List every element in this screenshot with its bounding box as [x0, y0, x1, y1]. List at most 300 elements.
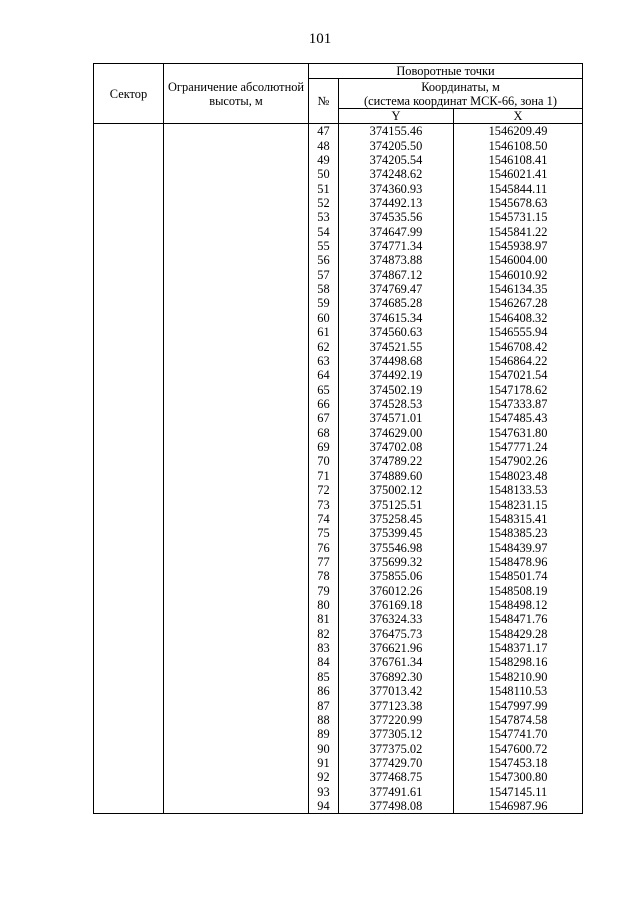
coordinate-x-cell: 1548315.41: [454, 512, 583, 526]
altitude-limit-cell: [164, 612, 309, 626]
sector-cell: [94, 382, 164, 396]
sector-cell: [94, 354, 164, 368]
altitude-limit-cell: [164, 512, 309, 526]
coordinate-y-cell: 374889.60: [339, 469, 454, 483]
sector-cell: [94, 124, 164, 139]
altitude-limit-cell: [164, 196, 309, 210]
sector-cell: [94, 181, 164, 195]
sector-cell: [94, 454, 164, 468]
point-number-cell: 53: [309, 210, 339, 224]
sector-cell: [94, 612, 164, 626]
sector-cell: [94, 598, 164, 612]
coordinate-y-cell: 374535.56: [339, 210, 454, 224]
altitude-limit-cell: [164, 569, 309, 583]
coordinate-x-cell: 1548210.90: [454, 670, 583, 684]
sector-cell: [94, 799, 164, 814]
sector-cell: [94, 397, 164, 411]
altitude-limit-cell: [164, 540, 309, 554]
sector-cell: [94, 727, 164, 741]
coordinate-x-cell: 1546010.92: [454, 268, 583, 282]
coordinate-x-cell: 1548298.16: [454, 655, 583, 669]
header-altitude-limit: Ограничение абсолютной высоты, м: [164, 64, 309, 124]
table-row: [94, 354, 583, 368]
coordinate-x-cell: 1548508.19: [454, 584, 583, 598]
coordinate-y-cell: 376169.18: [339, 598, 454, 612]
sector-cell: [94, 167, 164, 181]
altitude-limit-cell: [164, 641, 309, 655]
point-number-cell: 75: [309, 526, 339, 540]
point-number-cell: 48: [309, 138, 339, 152]
table-row: [94, 526, 583, 540]
sector-cell: [94, 512, 164, 526]
coordinate-x-cell: 1546108.41: [454, 153, 583, 167]
point-number-cell: 65: [309, 382, 339, 396]
table-row: [94, 253, 583, 267]
coordinate-x-cell: 1547021.54: [454, 368, 583, 382]
sector-cell: [94, 426, 164, 440]
table-row: [94, 282, 583, 296]
sector-cell: [94, 225, 164, 239]
table-row: [94, 785, 583, 799]
point-number-cell: 71: [309, 469, 339, 483]
coordinate-x-cell: 1545841.22: [454, 225, 583, 239]
point-number-cell: 62: [309, 339, 339, 353]
sector-cell: [94, 325, 164, 339]
table-row: [94, 325, 583, 339]
table-row: [94, 167, 583, 181]
coordinate-x-cell: 1548110.53: [454, 684, 583, 698]
point-number-cell: 55: [309, 239, 339, 253]
point-number-cell: 93: [309, 785, 339, 799]
table-row: [94, 268, 583, 282]
coordinate-y-cell: 374615.34: [339, 311, 454, 325]
altitude-limit-cell: [164, 713, 309, 727]
altitude-limit-cell: [164, 741, 309, 755]
coordinate-y-cell: 375699.32: [339, 555, 454, 569]
coordinate-y-cell: 374769.47: [339, 282, 454, 296]
coordinate-x-cell: 1547741.70: [454, 727, 583, 741]
point-number-cell: 52: [309, 196, 339, 210]
coordinate-y-cell: 376324.33: [339, 612, 454, 626]
point-number-cell: 68: [309, 426, 339, 440]
sector-cell: [94, 684, 164, 698]
point-number-cell: 79: [309, 584, 339, 598]
point-number-cell: 67: [309, 411, 339, 425]
altitude-limit-cell: [164, 138, 309, 152]
altitude-limit-cell: [164, 598, 309, 612]
point-number-cell: 89: [309, 727, 339, 741]
sector-cell: [94, 339, 164, 353]
sector-cell: [94, 698, 164, 712]
header-x: X: [454, 109, 583, 124]
sector-cell: [94, 627, 164, 641]
table-row: [94, 153, 583, 167]
point-number-cell: 47: [309, 124, 339, 139]
coordinate-x-cell: 1547485.43: [454, 411, 583, 425]
coordinate-y-cell: 374771.34: [339, 239, 454, 253]
coordinate-x-cell: 1546004.00: [454, 253, 583, 267]
sector-cell: [94, 440, 164, 454]
altitude-limit-cell: [164, 555, 309, 569]
coordinate-y-cell: 376761.34: [339, 655, 454, 669]
sector-cell: [94, 569, 164, 583]
coordinate-y-cell: 377498.08: [339, 799, 454, 814]
altitude-limit-cell: [164, 627, 309, 641]
point-number-cell: 84: [309, 655, 339, 669]
sector-cell: [94, 368, 164, 382]
coordinate-y-cell: 374492.13: [339, 196, 454, 210]
header-coordinates-title: Координаты, м: [421, 79, 500, 94]
point-number-cell: 66: [309, 397, 339, 411]
point-number-cell: 90: [309, 741, 339, 755]
coordinates-table: [93, 63, 583, 814]
table-row: [94, 311, 583, 325]
point-number-cell: 77: [309, 555, 339, 569]
altitude-limit-cell: [164, 153, 309, 167]
altitude-limit-cell: [164, 426, 309, 440]
table-row: [94, 124, 583, 139]
coordinate-y-cell: 375399.45: [339, 526, 454, 540]
point-number-cell: 81: [309, 612, 339, 626]
point-number-cell: 76: [309, 540, 339, 554]
sector-cell: [94, 483, 164, 497]
coordinate-y-cell: 375258.45: [339, 512, 454, 526]
coordinate-y-cell: 374685.28: [339, 296, 454, 310]
point-number-cell: 51: [309, 181, 339, 195]
point-number-cell: 61: [309, 325, 339, 339]
sector-cell: [94, 296, 164, 310]
coordinate-x-cell: 1547771.24: [454, 440, 583, 454]
table-row: [94, 627, 583, 641]
altitude-limit-cell: [164, 655, 309, 669]
coordinate-x-cell: 1547902.26: [454, 454, 583, 468]
coordinate-y-cell: 377375.02: [339, 741, 454, 755]
sector-cell: [94, 253, 164, 267]
coordinate-y-cell: 376012.26: [339, 584, 454, 598]
table-row: [94, 612, 583, 626]
coordinate-x-cell: 1545678.63: [454, 196, 583, 210]
altitude-limit-cell: [164, 440, 309, 454]
coordinate-x-cell: 1548231.15: [454, 497, 583, 511]
point-number-cell: 85: [309, 670, 339, 684]
table-row: [94, 713, 583, 727]
table-row: [94, 799, 583, 814]
sector-cell: [94, 526, 164, 540]
point-number-cell: 56: [309, 253, 339, 267]
coordinate-y-cell: 374502.19: [339, 382, 454, 396]
altitude-limit-cell: [164, 268, 309, 282]
coordinate-y-cell: 374629.00: [339, 426, 454, 440]
table-row: [94, 296, 583, 310]
coordinate-x-cell: 1548429.28: [454, 627, 583, 641]
altitude-limit-cell: [164, 756, 309, 770]
coordinate-y-cell: 377123.38: [339, 698, 454, 712]
altitude-limit-cell: [164, 698, 309, 712]
point-number-cell: 63: [309, 354, 339, 368]
point-number-cell: 69: [309, 440, 339, 454]
table-row: [94, 497, 583, 511]
table-row: [94, 756, 583, 770]
point-number-cell: 54: [309, 225, 339, 239]
table-row: [94, 382, 583, 396]
coordinate-x-cell: 1546408.32: [454, 311, 583, 325]
coordinate-y-cell: 374702.08: [339, 440, 454, 454]
table-row: [94, 770, 583, 784]
coordinate-y-cell: 375855.06: [339, 569, 454, 583]
table-row: [94, 454, 583, 468]
altitude-limit-cell: [164, 210, 309, 224]
coordinate-x-cell: 1547453.18: [454, 756, 583, 770]
altitude-limit-cell: [164, 469, 309, 483]
coordinate-x-cell: 1547631.80: [454, 426, 583, 440]
point-number-cell: 78: [309, 569, 339, 583]
altitude-limit-cell: [164, 239, 309, 253]
coordinate-x-cell: 1548471.76: [454, 612, 583, 626]
coordinate-x-cell: 1548439.97: [454, 540, 583, 554]
table-row: [94, 512, 583, 526]
coordinate-x-cell: 1545844.11: [454, 181, 583, 195]
altitude-limit-cell: [164, 497, 309, 511]
altitude-limit-cell: [164, 584, 309, 598]
altitude-limit-cell: [164, 296, 309, 310]
altitude-limit-cell: [164, 382, 309, 396]
point-number-cell: 57: [309, 268, 339, 282]
altitude-limit-cell: [164, 526, 309, 540]
altitude-limit-cell: [164, 325, 309, 339]
coordinate-y-cell: 374155.46: [339, 124, 454, 139]
coordinate-x-cell: 1546555.94: [454, 325, 583, 339]
coordinate-x-cell: 1547600.72: [454, 741, 583, 755]
coordinate-x-cell: 1547997.99: [454, 698, 583, 712]
coordinate-x-cell: 1547300.80: [454, 770, 583, 784]
coordinate-y-cell: 376892.30: [339, 670, 454, 684]
point-number-cell: 74: [309, 512, 339, 526]
table-row: [94, 598, 583, 612]
coordinate-x-cell: 1545731.15: [454, 210, 583, 224]
altitude-limit-cell: [164, 684, 309, 698]
table-row: [94, 339, 583, 353]
table-row: [94, 641, 583, 655]
table-row: [94, 196, 583, 210]
table-row: [94, 698, 583, 712]
altitude-limit-cell: [164, 411, 309, 425]
table-row: [94, 655, 583, 669]
sector-cell: [94, 641, 164, 655]
coordinate-x-cell: 1548023.48: [454, 469, 583, 483]
table-row: [94, 555, 583, 569]
header-sector: Сектор: [94, 64, 164, 124]
coordinate-y-cell: 376475.73: [339, 627, 454, 641]
coordinate-x-cell: 1548133.53: [454, 483, 583, 497]
sector-cell: [94, 756, 164, 770]
table-row: [94, 584, 583, 598]
point-number-cell: 64: [309, 368, 339, 382]
sector-cell: [94, 469, 164, 483]
point-number-cell: 73: [309, 497, 339, 511]
coordinate-y-cell: 377220.99: [339, 713, 454, 727]
altitude-limit-cell: [164, 397, 309, 411]
coordinate-y-cell: 377468.75: [339, 770, 454, 784]
table-row: [94, 483, 583, 497]
coordinate-x-cell: 1546864.22: [454, 354, 583, 368]
coordinate-x-cell: 1545938.97: [454, 239, 583, 253]
point-number-cell: 82: [309, 627, 339, 641]
sector-cell: [94, 138, 164, 152]
sector-cell: [94, 655, 164, 669]
header-coordinates: [339, 79, 583, 109]
altitude-limit-cell: [164, 181, 309, 195]
point-number-cell: 83: [309, 641, 339, 655]
coordinate-x-cell: 1546267.28: [454, 296, 583, 310]
sector-cell: [94, 411, 164, 425]
altitude-limit-cell: [164, 368, 309, 382]
point-number-cell: 87: [309, 698, 339, 712]
altitude-limit-cell: [164, 282, 309, 296]
altitude-limit-cell: [164, 339, 309, 353]
coordinate-x-cell: 1546708.42: [454, 339, 583, 353]
header-y: Y: [339, 109, 454, 124]
coordinate-x-cell: 1547333.87: [454, 397, 583, 411]
table-row: [94, 684, 583, 698]
coordinate-y-cell: 375125.51: [339, 497, 454, 511]
sector-cell: [94, 239, 164, 253]
coordinate-y-cell: 374360.93: [339, 181, 454, 195]
table-row: [94, 670, 583, 684]
coordinate-y-cell: 374571.01: [339, 411, 454, 425]
table-row: [94, 540, 583, 554]
sector-cell: [94, 670, 164, 684]
coordinate-x-cell: 1548371.17: [454, 641, 583, 655]
altitude-limit-cell: [164, 785, 309, 799]
coordinate-x-cell: 1547145.11: [454, 785, 583, 799]
altitude-limit-cell: [164, 124, 309, 139]
coordinate-x-cell: 1548385.23: [454, 526, 583, 540]
coordinate-y-cell: 374205.54: [339, 153, 454, 167]
coordinate-y-cell: 377305.12: [339, 727, 454, 741]
coordinate-x-cell: 1548501.74: [454, 569, 583, 583]
table-row: [94, 239, 583, 253]
coordinate-y-cell: 374867.12: [339, 268, 454, 282]
sector-cell: [94, 268, 164, 282]
header-coordinates-system: (система координат МСК-66, зона 1): [364, 93, 557, 108]
coordinate-y-cell: 374498.68: [339, 354, 454, 368]
table-row: [94, 741, 583, 755]
table-row: [94, 411, 583, 425]
coordinate-y-cell: 374528.53: [339, 397, 454, 411]
coordinate-x-cell: 1548498.12: [454, 598, 583, 612]
table-row: [94, 138, 583, 152]
table-row: [94, 569, 583, 583]
point-number-cell: 80: [309, 598, 339, 612]
point-number-cell: 59: [309, 296, 339, 310]
coordinate-y-cell: 376621.96: [339, 641, 454, 655]
altitude-limit-cell: [164, 799, 309, 814]
coordinate-y-cell: 375546.98: [339, 540, 454, 554]
sector-cell: [94, 540, 164, 554]
point-number-cell: 49: [309, 153, 339, 167]
table-body: [94, 124, 583, 814]
coordinate-y-cell: 374248.62: [339, 167, 454, 181]
table-row: [94, 210, 583, 224]
sector-cell: [94, 713, 164, 727]
sector-cell: [94, 196, 164, 210]
altitude-limit-cell: [164, 354, 309, 368]
coordinate-y-cell: 377013.42: [339, 684, 454, 698]
point-number-cell: 58: [309, 282, 339, 296]
coordinate-x-cell: 1546021.41: [454, 167, 583, 181]
point-number-cell: 94: [309, 799, 339, 814]
coordinate-x-cell: 1546108.50: [454, 138, 583, 152]
sector-cell: [94, 584, 164, 598]
sector-cell: [94, 497, 164, 511]
point-number-cell: 60: [309, 311, 339, 325]
table-row: [94, 225, 583, 239]
coordinate-y-cell: 374492.19: [339, 368, 454, 382]
page-number: 101: [308, 31, 332, 47]
coordinate-y-cell: 374789.22: [339, 454, 454, 468]
table-row: [94, 727, 583, 741]
sector-cell: [94, 282, 164, 296]
altitude-limit-cell: [164, 727, 309, 741]
sector-cell: [94, 785, 164, 799]
point-number-cell: 88: [309, 713, 339, 727]
altitude-limit-cell: [164, 225, 309, 239]
point-number-cell: 92: [309, 770, 339, 784]
coordinate-x-cell: 1546987.96: [454, 799, 583, 814]
altitude-limit-cell: [164, 167, 309, 181]
sector-cell: [94, 210, 164, 224]
coordinate-y-cell: 377491.61: [339, 785, 454, 799]
table-row: [94, 440, 583, 454]
coordinate-y-cell: 374647.99: [339, 225, 454, 239]
header-number: №: [309, 79, 339, 124]
sector-cell: [94, 741, 164, 755]
sector-cell: [94, 311, 164, 325]
coordinate-x-cell: 1546134.35: [454, 282, 583, 296]
altitude-limit-cell: [164, 253, 309, 267]
coordinate-y-cell: 374521.55: [339, 339, 454, 353]
altitude-limit-cell: [164, 483, 309, 497]
coordinate-y-cell: 377429.70: [339, 756, 454, 770]
table-row: [94, 469, 583, 483]
altitude-limit-cell: [164, 670, 309, 684]
sector-cell: [94, 770, 164, 784]
point-number-cell: 70: [309, 454, 339, 468]
point-number-cell: 86: [309, 684, 339, 698]
coordinate-y-cell: 374205.50: [339, 138, 454, 152]
altitude-limit-cell: [164, 454, 309, 468]
coordinate-y-cell: 375002.12: [339, 483, 454, 497]
coordinate-y-cell: 374560.63: [339, 325, 454, 339]
table-row: [94, 397, 583, 411]
coordinate-x-cell: 1546209.49: [454, 124, 583, 139]
table-row: [94, 426, 583, 440]
coordinate-x-cell: 1547178.62: [454, 382, 583, 396]
table-row: [94, 181, 583, 195]
sector-cell: [94, 153, 164, 167]
coordinate-x-cell: 1548478.96: [454, 555, 583, 569]
table-row: [94, 368, 583, 382]
sector-cell: [94, 555, 164, 569]
coordinate-y-cell: 374873.88: [339, 253, 454, 267]
point-number-cell: 72: [309, 483, 339, 497]
point-number-cell: 50: [309, 167, 339, 181]
header-turning-points: Поворотные точки: [309, 64, 583, 79]
coordinate-x-cell: 1547874.58: [454, 713, 583, 727]
altitude-limit-cell: [164, 770, 309, 784]
point-number-cell: 91: [309, 756, 339, 770]
altitude-limit-cell: [164, 311, 309, 325]
